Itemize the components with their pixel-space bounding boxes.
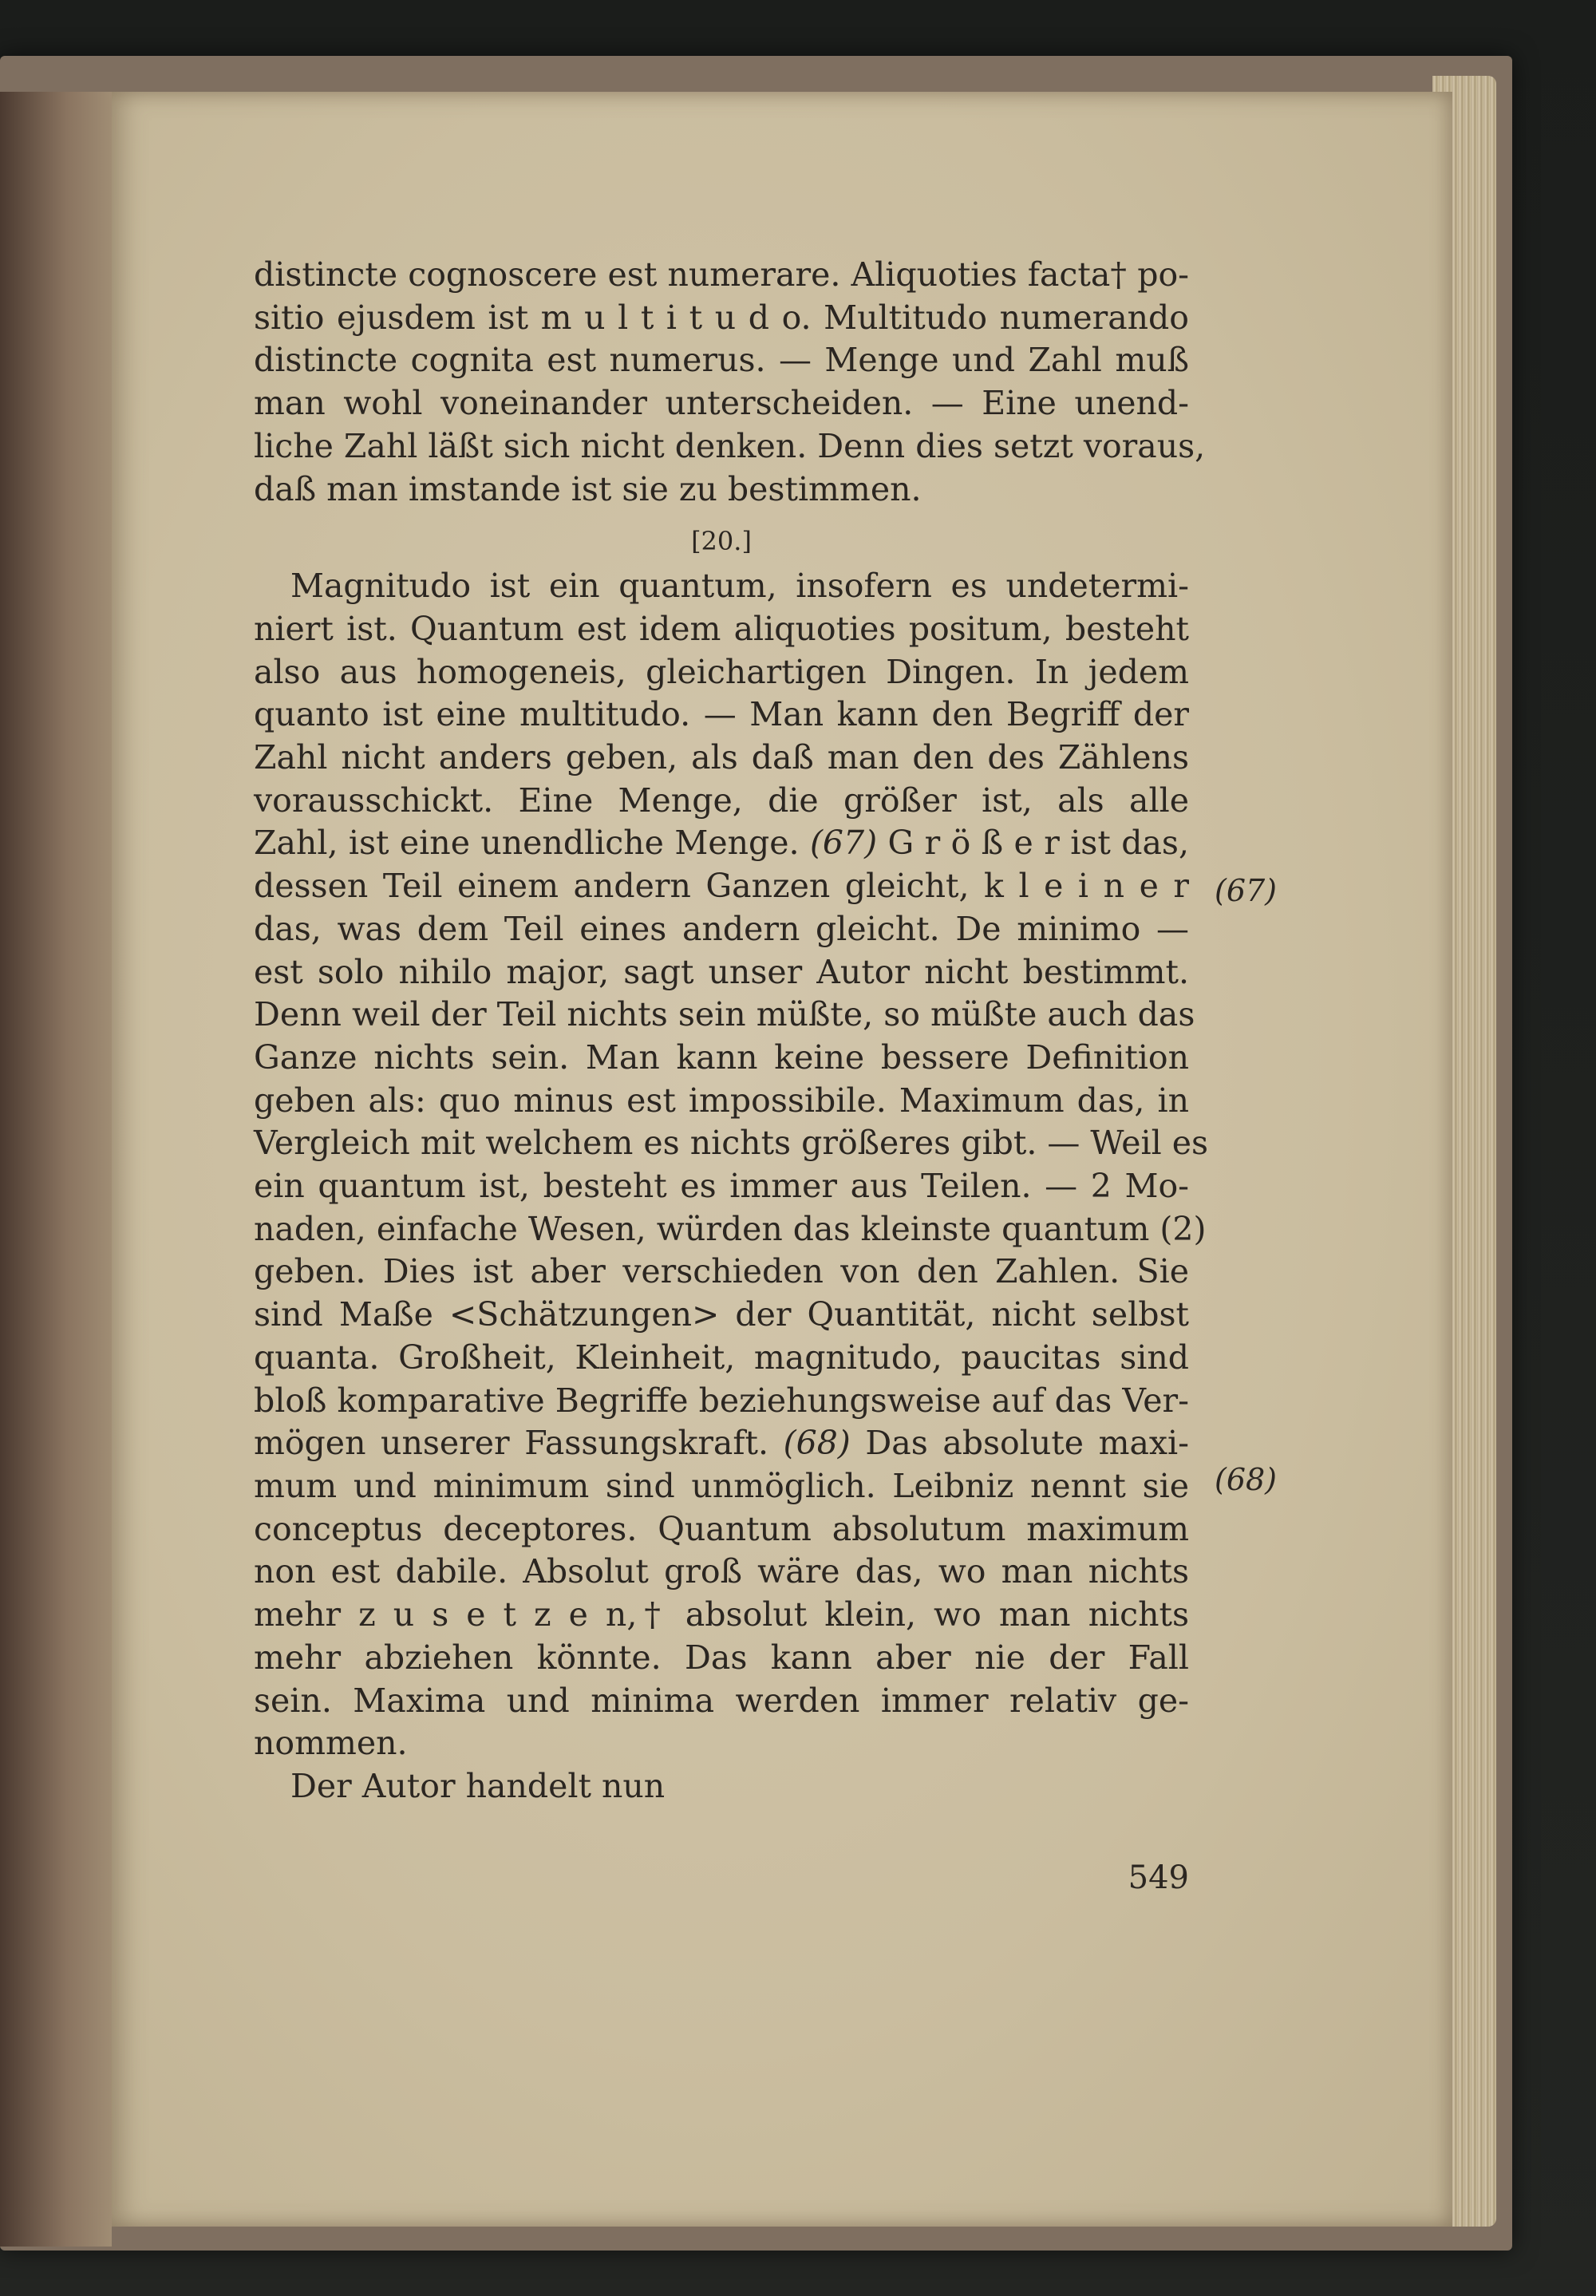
- text-fragment: G r ö ß e r ist das,: [887, 824, 1189, 863]
- text-fragment: Das absolute maxi-: [865, 1424, 1189, 1463]
- text-line: [254, 1422, 1189, 1465]
- section-marker: [20.]: [691, 526, 752, 557]
- text-line: distincte cognoscere est numerare. Aliquoties facta† po-: [254, 255, 1189, 294]
- text-line: [254, 822, 1189, 865]
- text-line: mehr abziehen könnte. Das kann aber nie der Fall: [254, 1638, 1189, 1677]
- text-line: sein. Maxima und minima werden immer relativ ge-: [254, 1681, 1189, 1720]
- paragraph-2: [254, 565, 1209, 1765]
- text-fragment: mögen unserer Fassungskraft.: [254, 1424, 769, 1463]
- text-line: mehr z u s e t z e n,† absolut klein, wo man nichts: [254, 1595, 1189, 1634]
- text-line: Zahl nicht anders geben, als daß man den des Zählens: [254, 738, 1189, 777]
- text-line: nommen.: [254, 1724, 408, 1763]
- text-line: geben als: quo minus est impossibile. Maximum das, in: [254, 1081, 1189, 1120]
- text-line: ein quantum ist, besteht es immer aus Teilen. — 2 Mo-: [254, 1167, 1189, 1206]
- text-line: mum und minimum sind unmöglich. Leibniz nennt sie: [254, 1466, 1189, 1505]
- text-line: niert ist. Quantum est idem aliquoties positum, besteht: [254, 609, 1189, 648]
- margin-note-67: (67): [1215, 873, 1278, 908]
- text-line: non est dabile. Absolut groß wäre das, wo man nichts: [254, 1552, 1189, 1591]
- inline-ref-67: (67): [809, 824, 878, 863]
- page-text: [254, 254, 1209, 1808]
- text-line: geben. Dies ist aber verschieden von den Zahlen. Sie: [254, 1252, 1189, 1291]
- text-line: sitio ejusdem ist m u l t i t u d o. Multitudo numerando: [254, 298, 1189, 337]
- page-number: 549: [1128, 1859, 1189, 1896]
- text-line: bloß komparative Begriffe beziehungsweise auf das Ver-: [254, 1381, 1189, 1420]
- text-line: daß man imstande ist sie zu bestimmen.: [254, 469, 922, 508]
- text-line: Denn weil der Teil nichts sein müßte, so müßte auch das: [254, 995, 1195, 1034]
- book-binding: [0, 92, 112, 2247]
- text-line: Der Autor handelt nun: [290, 1766, 666, 1805]
- text-line: sind Maße <Schätzungen> der Quantität, nicht selbst: [254, 1295, 1189, 1334]
- text-line: liche Zahl läßt sich nicht denken. Denn dies setzt voraus,: [254, 426, 1206, 465]
- paragraph-1: [254, 254, 1206, 511]
- text-line: Magnitudo ist ein quantum, insofern es undetermi-: [290, 567, 1189, 606]
- text-line: naden, einfache Wesen, würden das kleinste quantum (2): [254, 1209, 1207, 1248]
- paragraph-3: [254, 1765, 1189, 1808]
- text-line: est solo nihilo major, sagt unser Autor nicht bestimmt.: [254, 952, 1189, 991]
- text-line: vorausschickt. Eine Menge, die größer ist, als alle: [254, 780, 1189, 820]
- inline-ref-68: (68): [783, 1424, 851, 1463]
- text-line: Vergleich mit welchem es nichts größeres gibt. — Weil es: [254, 1124, 1209, 1163]
- margin-note-68: (68): [1215, 1462, 1278, 1497]
- text-line: das, was dem Teil eines andern gleicht. De minimo —: [254, 909, 1189, 948]
- text-fragment: Zahl, ist eine unendliche Menge.: [254, 824, 800, 863]
- text-line: quanta. Großheit, Kleinheit, magnitudo, paucitas sind: [254, 1338, 1189, 1377]
- text-line: also aus homogeneis, gleichartigen Dingen. In jedem: [254, 652, 1189, 691]
- text-line: Ganze nichts sein. Man kann keine bessere Definition: [254, 1037, 1189, 1077]
- text-line: man wohl voneinander unterscheiden. — Eine unend-: [254, 384, 1189, 423]
- text-line: quanto ist eine multitudo. — Man kann den Begriff der: [254, 695, 1189, 734]
- text-line: dessen Teil einem andern Ganzen gleicht, k l e i n e r: [254, 867, 1189, 906]
- text-line: distincte cognita est numerus. — Menge und Zahl muß: [254, 341, 1189, 380]
- text-line: conceptus deceptores. Quantum absolutum maximum: [254, 1509, 1189, 1548]
